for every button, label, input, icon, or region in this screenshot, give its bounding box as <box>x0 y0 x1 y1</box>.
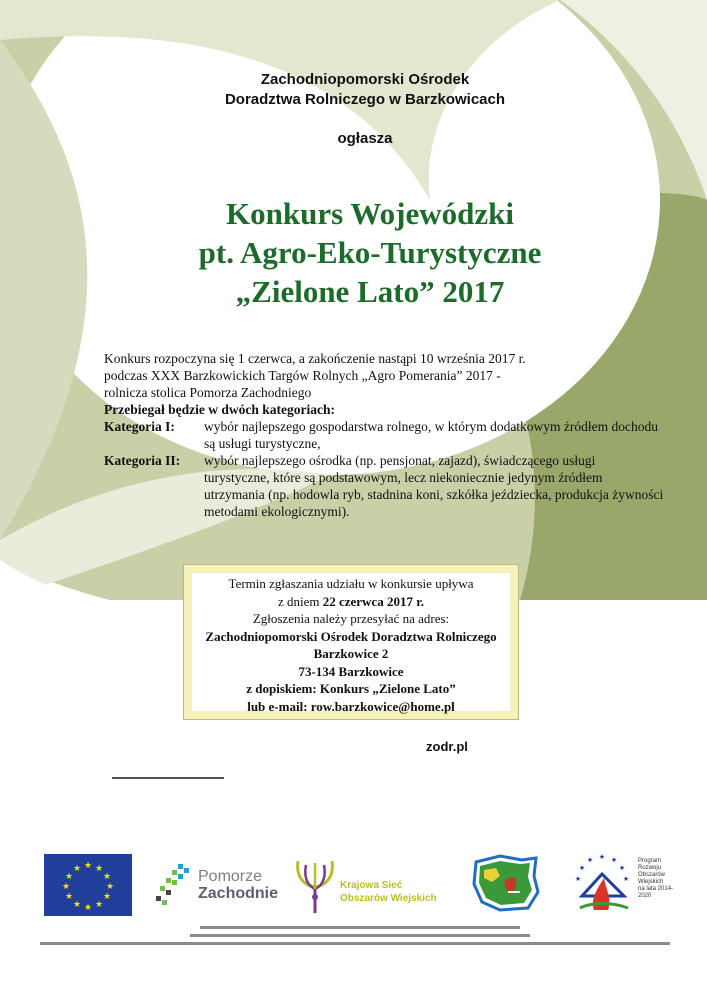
svg-text:★: ★ <box>574 875 582 883</box>
eu-flag-logo <box>44 854 132 916</box>
svg-text:★: ★ <box>83 903 93 913</box>
intro-line3: rolnicza stolica Pomorza Zachodniego <box>104 385 312 400</box>
svg-text:★: ★ <box>622 875 630 883</box>
ksow-logo <box>292 855 452 915</box>
svg-text:★: ★ <box>578 864 586 872</box>
prow-line2: Rozwoju <box>638 865 662 871</box>
category-1-label: Kategoria I: <box>104 419 175 434</box>
svg-text:★: ★ <box>102 892 112 902</box>
contest-description <box>104 350 664 520</box>
ksow-line2: Obszarów Wiejskich <box>340 893 437 904</box>
prow-logo <box>566 848 680 918</box>
category-2-label: Kategoria II: <box>104 453 181 468</box>
zachodniopomorskie-map-icon <box>470 852 542 914</box>
organizer-line2: Doradztwa Rolniczego w Barzkowicach <box>224 91 506 108</box>
category-1 <box>104 418 664 452</box>
pomorze-zachodnie-logo <box>146 858 279 914</box>
svg-text:★: ★ <box>94 900 104 910</box>
contact-email[interactable]: lub e-mail: row.barzkowice@home.pl <box>247 698 455 714</box>
category-2-text: wybór najlepszego ośrodka (np. pensjonat, zajazd), świadczącego usługi turystyczne, które są podstawowym, lecz niekoniecznie jedynym źródłem utrzymania (np. hodowla ryb, stadnina koni, szkółka jeździecka, produkcja żywności metodami ekologicznymi). <box>204 453 664 519</box>
ksow-tree-icon <box>292 855 338 915</box>
intro-line2: podczas XXX Barzkowickich Targów Rolnych „Agro Pomerania” 2017 - <box>104 368 501 383</box>
svg-text:★: ★ <box>105 882 115 892</box>
prow-text <box>638 858 680 900</box>
pomorze-word: Pomorze <box>198 868 263 885</box>
website-link[interactable]: zodr.pl <box>426 739 468 754</box>
deadline-date: 22 czerwca 2017 r. <box>322 593 425 609</box>
svg-text:★: ★ <box>598 853 606 861</box>
category-2 <box>104 452 664 520</box>
ksow-text <box>340 879 437 905</box>
prow-house-icon <box>568 848 638 918</box>
svg-text:★: ★ <box>94 864 104 874</box>
organizer-name <box>150 70 580 110</box>
address-postcode: 73-134 Barzkowice <box>298 663 404 679</box>
address-street: Barzkowice 2 <box>313 646 389 661</box>
ksow-line1: Krajowa Sieć <box>340 880 403 891</box>
zachodnie-word: Zachodnie <box>198 885 279 902</box>
category-1-text: wybór najlepszego gospodarstwa rolnego, w którym dodatkowym źródłem dochodu są usługi turystyczne, <box>204 419 659 451</box>
funding-footer-text <box>20 924 687 954</box>
prow-line4: Wiejskich <box>638 879 664 885</box>
address-note: z dopiskiem: Konkurs „Zielone Lato” <box>246 681 456 696</box>
address-org: Zachodniopomorski Ośrodek Doradztwa Rolniczego <box>205 628 497 644</box>
pomorze-zachodnie-text <box>198 868 278 902</box>
svg-text:★: ★ <box>610 856 618 864</box>
divider-line <box>112 777 224 779</box>
address-intro: Zgłoszenia należy przesyłać na adres: <box>252 611 450 626</box>
categories-heading: Przebiegał będzie w dwóch kategoriach: <box>104 402 335 417</box>
intro-line1: Konkurs rozpoczyna się 1 czerwca, a zakończenie nastąpi 10 września 2017 r. <box>104 351 526 366</box>
deadline-line2 <box>192 593 510 611</box>
eu-flag-icon <box>44 854 132 916</box>
application-info-content <box>192 573 510 714</box>
svg-text:★: ★ <box>61 882 71 892</box>
svg-text:★: ★ <box>72 900 82 910</box>
svg-text:★: ★ <box>618 864 626 872</box>
svg-text:★: ★ <box>586 856 594 864</box>
title-line1: Konkurs Wojewódzki <box>226 196 514 231</box>
svg-text:★: ★ <box>64 892 74 902</box>
organizer-line1: Zachodniopomorski Ośrodek <box>260 71 470 88</box>
prow-line5: na lata 2014-2020 <box>638 886 674 899</box>
deadline-prefix: z dniem <box>277 593 323 609</box>
prow-line3: Obszarów <box>638 872 666 878</box>
svg-text:★: ★ <box>72 864 82 874</box>
pomorze-pixel-icon <box>148 858 198 914</box>
svg-text:★: ★ <box>102 872 112 882</box>
deadline-line1: Termin zgłaszania udziału w konkursie upływa <box>228 576 474 591</box>
title-line3: „Zielone Lato” 2017 <box>235 274 505 309</box>
application-info-box <box>183 564 519 720</box>
title-line2: pt. Agro-Eko-Turystyczne <box>198 235 542 270</box>
region-map-logo <box>470 852 542 914</box>
prow-line1: Program <box>638 858 662 864</box>
contest-title <box>120 194 620 311</box>
svg-text:★: ★ <box>64 872 74 882</box>
svg-text:★: ★ <box>83 861 93 871</box>
announces-text: ogłasza <box>337 130 393 147</box>
